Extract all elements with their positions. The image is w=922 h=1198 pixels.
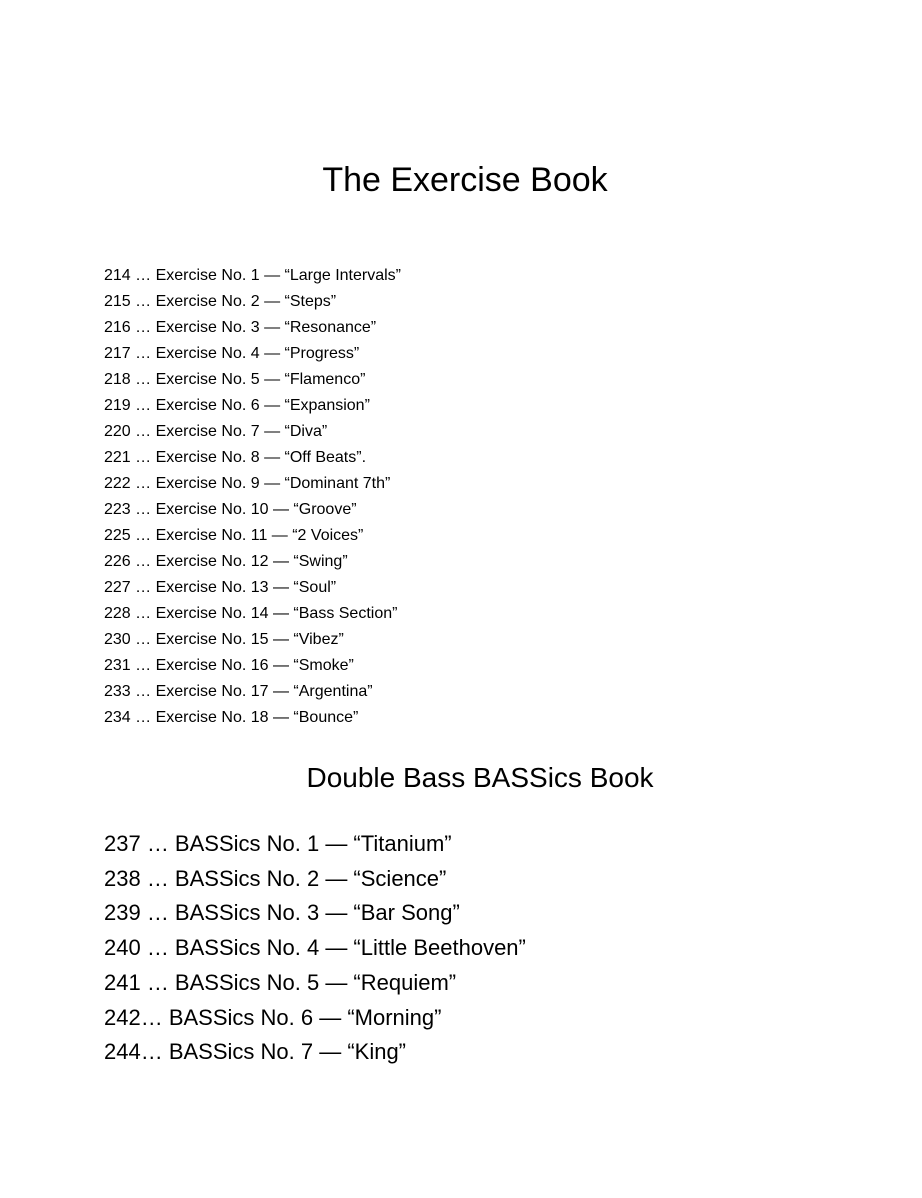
toc-entry: 221 … Exercise No. 8 — “Off Beats”. [104,449,367,466]
toc-entry: 215 … Exercise No. 2 — “Steps” [104,293,337,310]
toc-entry: 241 … BASSics No. 5 — “Requiem” [104,969,457,995]
toc-entry: 228 … Exercise No. 14 — “Bass Section” [104,605,398,622]
toc-entry: 216 … Exercise No. 3 — “Resonance” [104,319,377,336]
toc-entry: 223 … Exercise No. 10 — “Groove” [104,501,357,518]
toc-entry: 227 … Exercise No. 13 — “Soul” [104,579,337,596]
toc-entry: 234 … Exercise No. 18 — “Bounce” [104,709,359,726]
toc-entry: 244… BASSics No. 7 — “King” [104,1039,407,1065]
toc-entry: 220 … Exercise No. 7 — “Diva” [104,423,328,440]
toc-entry: 217 … Exercise No. 4 — “Progress” [104,345,360,362]
toc-entry: 240 … BASSics No. 4 — “Little Beethoven” [104,935,526,961]
toc-entry: 214 … Exercise No. 1 — “Large Intervals” [104,267,402,284]
toc-entry: 231 … Exercise No. 16 — “Smoke” [104,657,354,674]
toc-entry: 233 … Exercise No. 17 — “Argentina” [104,683,373,700]
toc-entry: 225 … Exercise No. 11 — “2 Voices” [104,527,364,544]
toc-entry: 230 … Exercise No. 15 — “Vibez” [104,631,344,648]
page-title: The Exercise Book [322,161,608,199]
toc-entry: 222 … Exercise No. 9 — “Dominant 7th” [104,475,391,492]
toc-entry: 242… BASSics No. 6 — “Morning” [104,1004,442,1030]
bassics-list [104,827,526,1070]
toc-entry: 239 … BASSics No. 3 — “Bar Song” [104,900,460,926]
toc-entry: 237 … BASSics No. 1 — “Titanium” [104,831,452,856]
toc-entry: 238 … BASSics No. 2 — “Science” [104,865,447,891]
toc-entry: 219 … Exercise No. 6 — “Expansion” [104,397,370,414]
section-title-bassics: Double Bass BASSics Book [306,762,654,793]
toc-entry: 226 … Exercise No. 12 — “Swing” [104,553,348,570]
toc-entry: 218 … Exercise No. 5 — “Flamenco” [104,371,366,388]
exercise-list [104,263,401,731]
